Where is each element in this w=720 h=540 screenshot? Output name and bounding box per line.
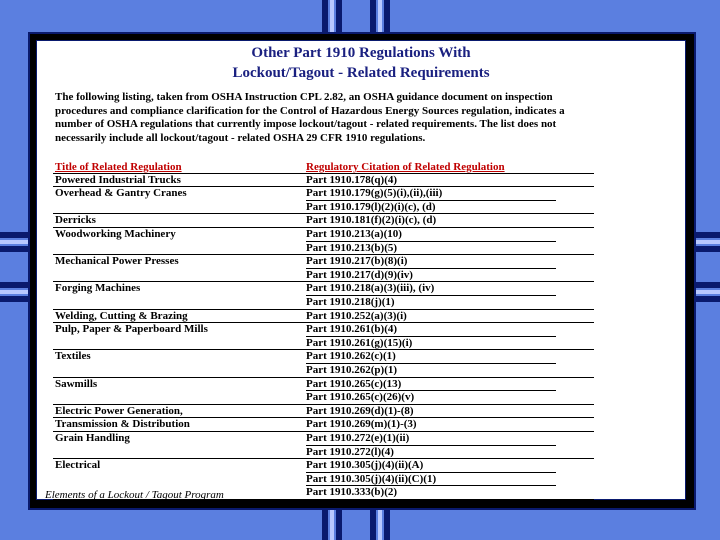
- table-row: [53, 214, 594, 228]
- regulation-citation: Part 1910.305(j)(4)(ii)(C)(1): [306, 472, 437, 485]
- table-row: [53, 269, 594, 283]
- table-row: [53, 337, 594, 351]
- regulation-citation: Part 1910.213(a)(10): [306, 227, 402, 240]
- regulation-title: Electric Power Generation,: [55, 404, 183, 417]
- regulation-citation: Part 1910.333(b)(2): [306, 486, 398, 499]
- regulation-citation: Part 1910.213(b)(5): [306, 241, 398, 254]
- slide-title-line2: Lockout/Tagout - Related Requirements: [232, 65, 490, 81]
- slide-content: [36, 40, 686, 500]
- regulation-title: Electrical: [55, 459, 101, 472]
- regulation-title: Welding, Cutting & Brazing: [55, 309, 188, 322]
- table-row: [53, 432, 594, 446]
- table-row: [53, 418, 594, 432]
- intro-paragraph: The following listing, taken from OSHA Instruction CPL 2.82, an OSHA guidance document on inspection procedures and compliance clarification for the Control of Hazardous Energy Sources regulation, indicates a number of OSHA regulations that currently impose lockout/tagout - related requirements. The list does not necessarily include all lockout/tagout - related OSHA 29 CFR 1910 regulations.: [55, 91, 565, 144]
- regulation-citation: Part 1910.218(j)(1): [306, 295, 395, 308]
- regulation-citation: Part 1910.179(g)(5)(i),(ii),(iii): [306, 187, 443, 200]
- table-row: [53, 323, 594, 337]
- regulation-citation: Part 1910.272(l)(4): [306, 445, 394, 458]
- table-row: [53, 350, 594, 364]
- regulation-citation: Part 1910.218(a)(3)(iii), (iv): [306, 282, 435, 295]
- slide-title-line1: Other Part 1910 Regulations With: [251, 45, 471, 61]
- table-row: [53, 364, 594, 378]
- regulation-title: Grain Handling: [55, 431, 130, 444]
- regulation-title: Mechanical Power Presses: [55, 255, 179, 268]
- regulation-title: Transmission & Distribution: [55, 418, 190, 431]
- table-row: [53, 242, 594, 256]
- table-row: [53, 201, 594, 215]
- regulation-citation: Part 1910.217(d)(9)(iv): [306, 268, 413, 281]
- table-row: [53, 405, 594, 419]
- regulation-citation: Part 1910.261(b)(4): [306, 323, 398, 336]
- regulation-title: Pulp, Paper & Paperboard Mills: [55, 323, 208, 336]
- regulation-title: Powered Industrial Trucks: [55, 173, 181, 186]
- table-row: [53, 228, 594, 242]
- regulation-title: Overhead & Gantry Cranes: [55, 187, 187, 200]
- regulation-title: Forging Machines: [55, 282, 141, 295]
- regulation-title: Textiles: [55, 350, 91, 363]
- table-row: [53, 187, 594, 201]
- regulation-title: Derricks: [55, 214, 96, 227]
- table-row: [53, 446, 594, 460]
- table-row: [53, 174, 594, 188]
- header-citation-column: Regulatory Citation of Related Regulation: [306, 161, 505, 173]
- table-row: [53, 296, 594, 310]
- regulation-citation: Part 1910.252(a)(3)(i): [306, 309, 407, 322]
- header-title-column: Title of Related Regulation: [55, 161, 182, 173]
- regulation-citation: Part 1910.217(b)(8)(i): [306, 255, 408, 268]
- table-row: [53, 459, 594, 473]
- table-row: [53, 473, 594, 487]
- table-row: [53, 310, 594, 324]
- regulation-citation: Part 1910.178(q)(4): [306, 173, 398, 186]
- regulation-citation: Part 1910.272(e)(1)(ii): [306, 431, 410, 444]
- table-row: [53, 391, 594, 405]
- regulation-citation: Part 1910.305(j)(4)(ii)(A): [306, 459, 424, 472]
- regulation-citation: Part 1910.262(c)(1): [306, 350, 396, 363]
- regulation-citation: Part 1910.179(l)(2)(i)(c), (d): [306, 200, 436, 213]
- regulation-title: Sawmills: [55, 377, 98, 390]
- table-row: [53, 378, 594, 392]
- regulation-citation: Part 1910.261(g)(15)(i): [306, 336, 413, 349]
- regulation-title: Woodworking Machinery: [55, 227, 176, 240]
- regulation-citation: Part 1910.265(c)(13): [306, 377, 402, 390]
- regulation-citation: Part 1910.181(f)(2)(i)(c), (d): [306, 214, 437, 227]
- regulation-citation: Part 1910.269(m)(1)-(3): [306, 418, 417, 431]
- table-row: [53, 255, 594, 269]
- footer-caption: Elements of a Lockout / Tagout Program: [45, 489, 224, 501]
- table-row: [53, 282, 594, 296]
- regulation-citation: Part 1910.265(c)(26)(v): [306, 391, 415, 404]
- regulation-citation: Part 1910.262(p)(1): [306, 363, 398, 376]
- regulation-citation: Part 1910.269(d)(1)-(8): [306, 404, 414, 417]
